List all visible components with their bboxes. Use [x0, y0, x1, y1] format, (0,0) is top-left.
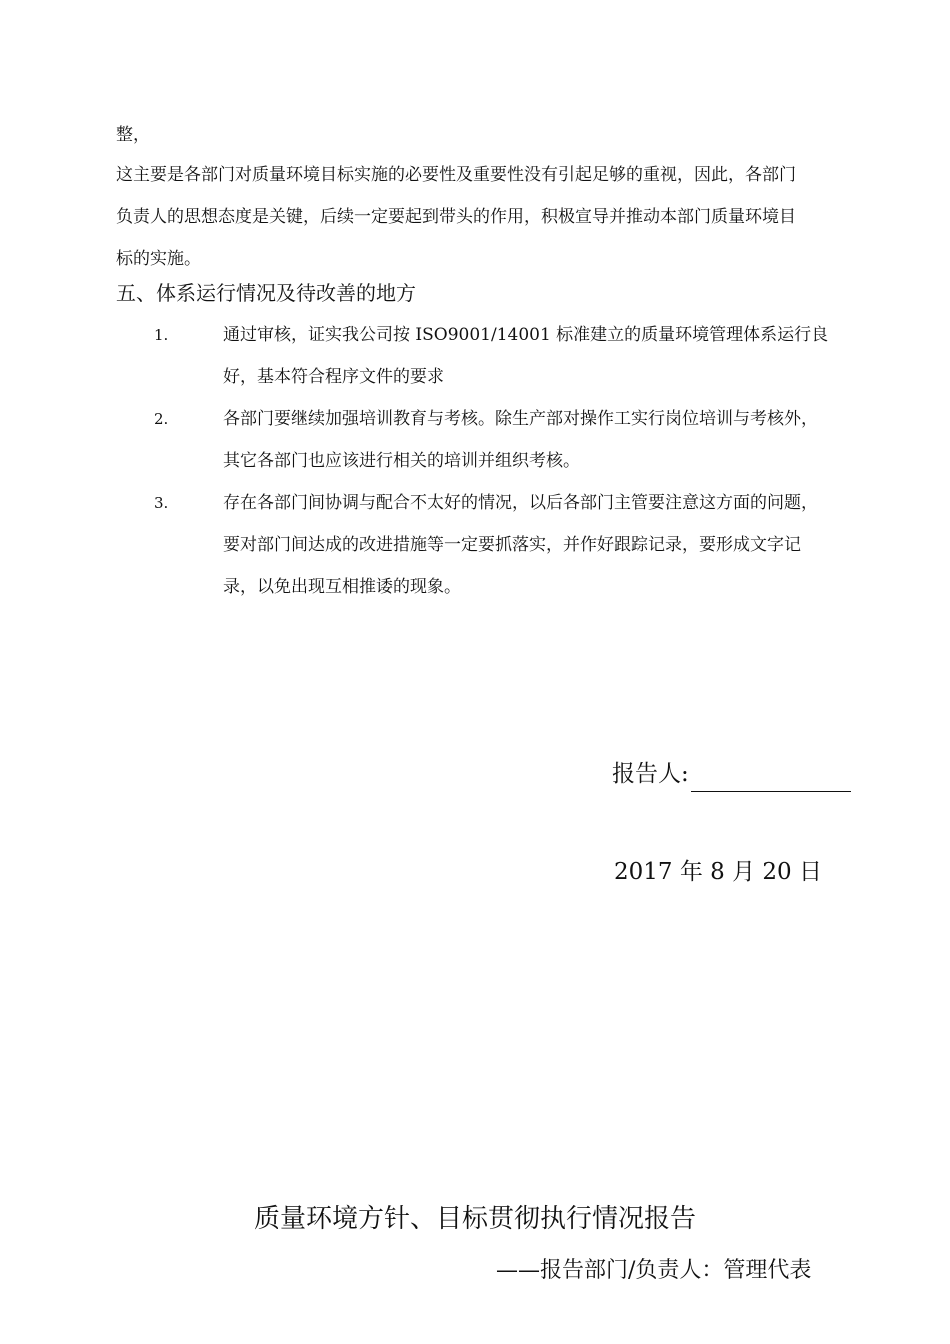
- report-date: 2017 年 8 月 20 日: [614, 859, 822, 885]
- list-item-text: [223, 398, 886, 482]
- list-item-line: 通过审核，证实我公司按 ISO9001/14001 标准建立的质量环境管理体系运行良: [223, 325, 829, 345]
- list-item-line: 好，基本符合程序文件的要求: [223, 367, 444, 387]
- list-item-number: 2.: [154, 410, 169, 428]
- list-item-number: 3.: [154, 494, 169, 512]
- intro-line: 整，: [116, 125, 150, 145]
- reporter-signature: [612, 756, 851, 792]
- list-item-text: [223, 482, 886, 608]
- intro-paragraph: [116, 114, 880, 156]
- list-item: [116, 314, 886, 398]
- list-item-text: [223, 314, 886, 398]
- paragraph-line: 负责人的思想态度是关键，后续一定要起到带头的作用，积极宣导并推动本部门质量环境目: [116, 207, 796, 227]
- conclusion-paragraph: [116, 154, 880, 280]
- report-subtitle: ——报告部门/负责人：管理代表: [496, 1258, 812, 1283]
- list-item: [116, 482, 886, 608]
- paragraph-line: 这主要是各部门对质量环境目标实施的必要性及重要性没有引起足够的重视，因此，各部门: [116, 165, 796, 185]
- list-item-line: 各部门要继续加强培训教育与考核。除生产部对操作工实行岗位培训与考核外，: [223, 409, 818, 429]
- list-item-line: 录，以免出现互相推诿的现象。: [223, 577, 461, 597]
- list-item-number: 1.: [154, 326, 169, 344]
- list-item-line: 存在各部门间协调与配合不太好的情况，以后各部门主管要注意这方面的问题，: [223, 493, 818, 513]
- section-heading: 五、体系运行情况及待改善的地方: [116, 281, 416, 305]
- paragraph-line: 标的实施。: [116, 249, 201, 269]
- list-item-line: 要对部门间达成的改进措施等一定要抓落实，并作好跟踪记录，要形成文字记: [223, 535, 801, 555]
- signature-line: [691, 761, 851, 792]
- list-item: [116, 398, 886, 482]
- report-title: 质量环境方针、目标贯彻执行情况报告: [253, 1204, 696, 1234]
- list-item-line: 其它各部门也应该进行相关的培训并组织考核。: [223, 451, 580, 471]
- improvement-list: [116, 314, 886, 608]
- reporter-label: 报告人:: [612, 761, 689, 787]
